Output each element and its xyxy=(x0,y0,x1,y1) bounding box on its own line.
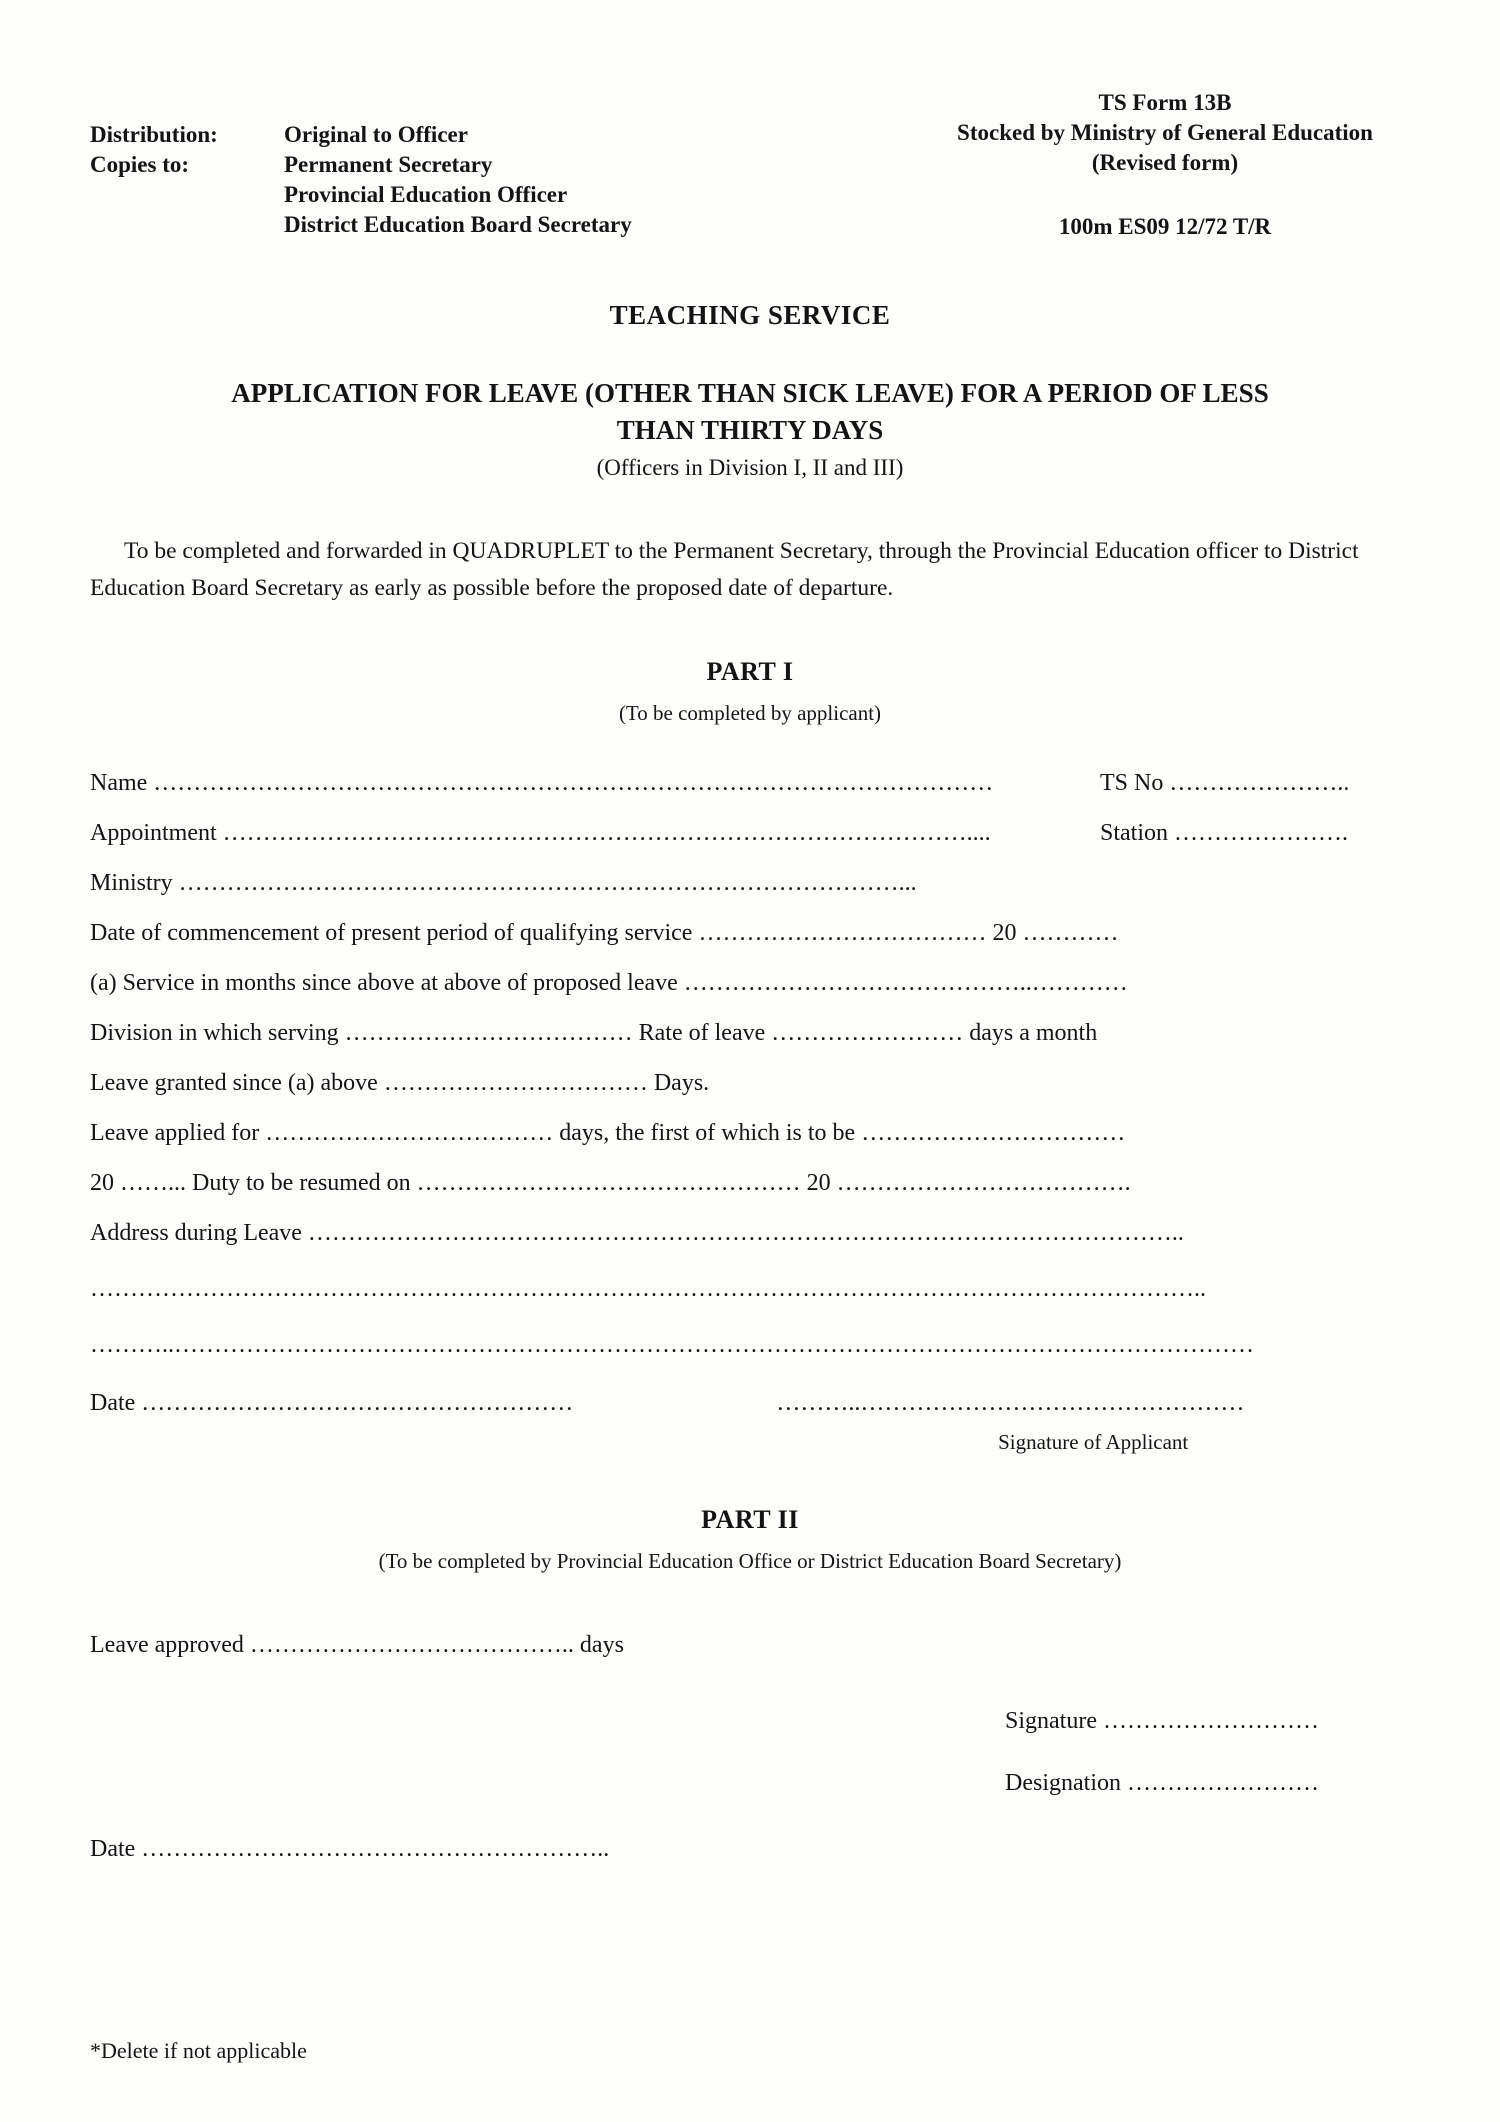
approver-signature-block xyxy=(1005,1704,1410,1800)
service-months-line: (a) Service in months since above at above of proposed leave ……………………………………..………… xyxy=(90,970,1128,996)
address-line-3: ………..……………………………………………………………………………………………………………………… xyxy=(90,1332,1254,1358)
form-number: TS Form 13B xyxy=(1098,90,1232,115)
applicant-signature-caption: Signature of Applicant xyxy=(998,1430,1189,1454)
appointment-row xyxy=(90,816,1410,850)
applicant-signature-line: ………..………………………………………… xyxy=(776,1390,1245,1416)
officers-subtitle: (Officers in Division I, II and III) xyxy=(596,455,904,480)
distribution-value: Original to Officer xyxy=(284,122,468,147)
caption-spacer xyxy=(90,1430,776,1455)
duty-resumed-line: 20 ……... Duty to be resumed on ………………………………………… 20 ………………………………. xyxy=(90,1170,1131,1196)
division-rate-line: Division in which serving ……………………………… Rate of leave …………………… days a month xyxy=(90,1020,1098,1046)
address-line-1: Address during Leave ……………………………………………………………………………………………….. xyxy=(90,1220,1184,1246)
delete-note: *Delete if not applicable xyxy=(90,2038,307,2063)
commencement-line: Date of commencement of present period of qualifying service ……………………………… 20 ………… xyxy=(90,920,1119,946)
print-code: 100m ES09 12/72 T/R xyxy=(1058,214,1272,239)
stocked-by: Stocked by Ministry of General Education xyxy=(957,120,1373,145)
form-meta-block xyxy=(920,88,1410,242)
approver-designation-line: Designation …………………… xyxy=(1005,1770,1319,1796)
part1-heading: PART I xyxy=(706,657,794,686)
name-row xyxy=(90,766,1410,800)
name-line: Name …………………………………………………………………………………………… xyxy=(90,770,994,796)
revised-form: (Revised form) xyxy=(1091,150,1239,175)
document-header xyxy=(90,88,1410,242)
part1-subheading: (To be completed by applicant) xyxy=(618,701,882,725)
signature-caption-row xyxy=(90,1430,1410,1455)
application-title-line1: APPLICATION FOR LEAVE (OTHER THAN SICK LEAVE) FOR A PERIOD OF LESS xyxy=(231,378,1269,408)
application-title-line2: THAN THIRTY DAYS xyxy=(616,415,884,445)
date-line: Date ……………………………………………… xyxy=(90,1390,574,1416)
part1-form xyxy=(90,766,1410,1455)
date-signature-row xyxy=(90,1386,1410,1420)
distribution-label: Distribution: xyxy=(90,122,218,147)
date-signature-spacer xyxy=(697,1386,776,1420)
copies-spacer xyxy=(90,180,280,210)
part2-date-line: Date ………………………………………………….. xyxy=(90,1836,610,1862)
approver-signature-line: Signature ……………………… xyxy=(1005,1708,1319,1734)
copies-line-district: District Education Board Secretary xyxy=(284,212,632,237)
ministry-line: Ministry ………………………………………………………………………………... xyxy=(90,870,917,896)
copies-spacer xyxy=(90,210,280,240)
copies-label: Copies to: xyxy=(90,152,190,177)
leave-applied-line: Leave applied for ……………………………… days, the first of which is to be …………………………… xyxy=(90,1120,1126,1146)
copies-value: Permanent Secretary xyxy=(284,152,493,177)
leave-granted-line: Leave granted since (a) above …………………………… Days. xyxy=(90,1070,710,1096)
appointment-line: Appointment ………………………………………………………………………………….... xyxy=(90,820,991,846)
application-title xyxy=(90,375,1410,449)
part2-subheading: (To be completed by Provincial Education Office or District Education Board Secretary) xyxy=(378,1549,1122,1573)
service-title: TEACHING SERVICE xyxy=(609,300,891,330)
intro-paragraph: To be completed and forwarded in QUADRUPLET to the Permanent Secretary, through the Provincial Education officer to District Education Board Secretary as early as possible before the proposed date of departure. xyxy=(90,538,1359,601)
part2-form xyxy=(90,1628,1410,1866)
leave-approved-line: Leave approved ………………………………….. days xyxy=(90,1632,624,1658)
copies-line-provincial: Provincial Education Officer xyxy=(284,182,568,207)
station-field: Station …………………. xyxy=(1100,820,1349,846)
address-line-2: ………………………………………………………………………………………………………………………….. xyxy=(90,1276,1206,1302)
distribution-block xyxy=(90,120,632,240)
ts-no-field: TS No ………………….. xyxy=(1100,770,1350,796)
part2-heading: PART II xyxy=(701,1505,799,1534)
